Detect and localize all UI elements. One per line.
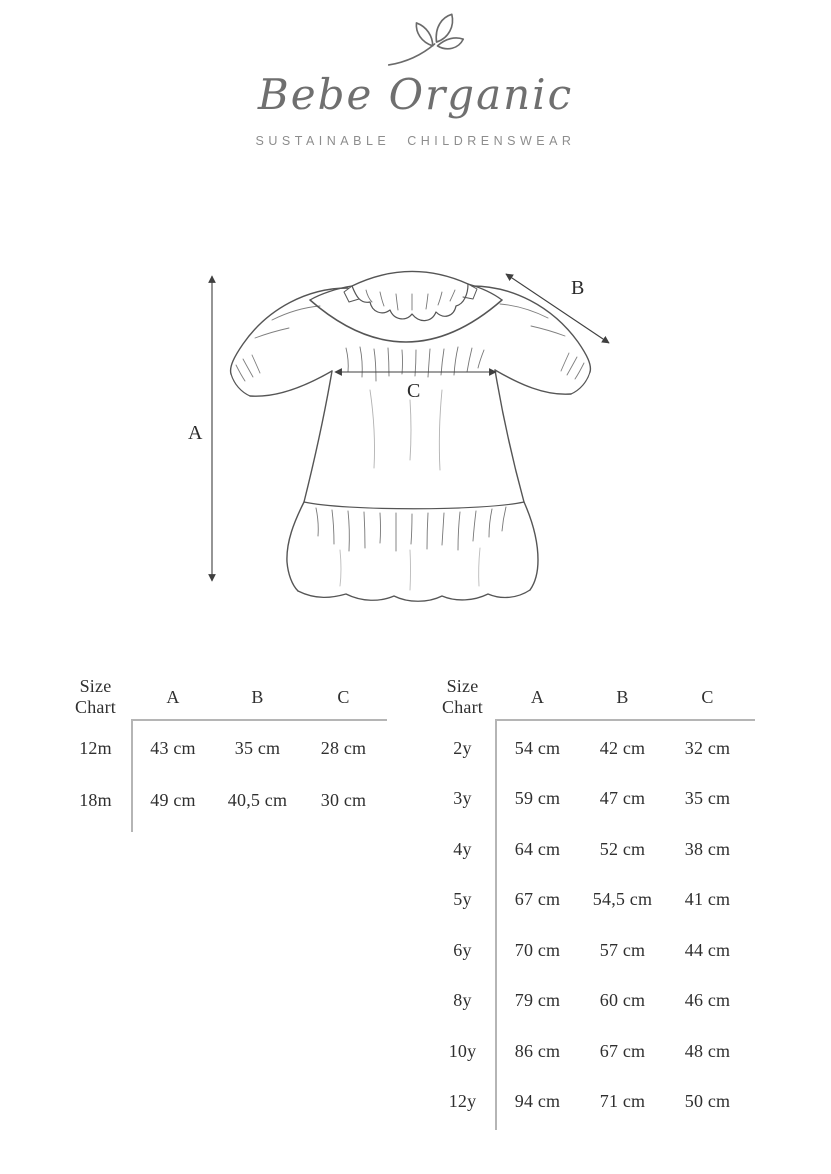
column-header-a: A [530,686,545,707]
size-column-rule [495,719,497,1130]
column-header-a: A [166,686,180,707]
table-row [430,785,750,811]
dress-sketch [231,271,591,601]
header-rule [131,719,387,721]
size-label: 10y [448,1040,477,1061]
column-header-b: B [616,686,629,707]
table-header [60,675,387,719]
size-label: 4y [453,838,472,859]
size-label: 5y [453,888,472,909]
size-chart-table-years [430,675,750,1140]
column-header-c: C [701,686,714,707]
column-header-c: C [337,686,350,707]
table-row [430,886,750,912]
branch-leaves-icon [383,10,469,76]
value-c: 35 cm [684,787,731,808]
value-a: 64 cm [514,838,561,859]
value-a: 94 cm [514,1090,561,1111]
value-c: 28 cm [320,737,367,758]
table-row [430,1038,750,1064]
value-a: 67 cm [514,888,561,909]
measurement-label-a: A [188,422,203,444]
value-a: 86 cm [514,1040,561,1061]
value-c: 48 cm [684,1040,731,1061]
value-b: 40,5 cm [227,789,288,810]
value-b: 54,5 cm [592,888,653,909]
table-row [430,1088,750,1114]
value-a: 54 cm [514,737,561,758]
value-b: 57 cm [599,939,646,960]
value-b: 71 cm [599,1090,646,1111]
size-label: 8y [453,989,472,1010]
value-c: 50 cm [684,1090,731,1111]
value-b: 35 cm [234,737,281,758]
value-a: 43 cm [150,737,196,758]
measurement-arrow-b [506,274,609,343]
size-chart-table-months [60,675,387,845]
brand-name: Bebe Organic [257,70,574,119]
column-header-b: B [251,686,264,707]
value-b: 60 cm [599,989,646,1010]
value-b: 47 cm [599,787,646,808]
table-title: Size Chart [75,676,116,717]
size-label: 12m [79,737,112,758]
value-c: 41 cm [684,888,731,909]
size-label: 2y [453,737,472,758]
value-c: 38 cm [684,838,731,859]
value-b: 67 cm [599,1040,646,1061]
value-c: 32 cm [684,737,731,758]
value-b: 42 cm [599,737,646,758]
size-label: 12y [448,1090,477,1111]
table-title: Size Chart [442,676,483,717]
table-row [430,735,750,761]
measurement-label-c: C [407,380,421,402]
value-c: 44 cm [684,939,731,960]
size-label: 3y [453,787,472,808]
value-c: 30 cm [320,789,367,810]
size-label: 18m [79,789,112,810]
table-row [430,987,750,1013]
value-a: 70 cm [514,939,561,960]
dress-measurement-diagram [180,250,640,610]
table-row [430,836,750,862]
measurement-label-b: B [571,277,585,299]
value-a: 59 cm [514,787,561,808]
value-a: 79 cm [514,989,561,1010]
value-b: 52 cm [599,838,646,859]
table-header [430,675,750,719]
table-row [60,787,387,813]
value-c: 46 cm [684,989,731,1010]
value-a: 49 cm [150,789,196,810]
table-row [60,735,387,761]
table-row [430,937,750,963]
brand-tagline: SUSTAINABLE CHILDRENSWEAR [255,134,576,148]
size-label: 6y [453,939,472,960]
header-rule [495,719,755,721]
